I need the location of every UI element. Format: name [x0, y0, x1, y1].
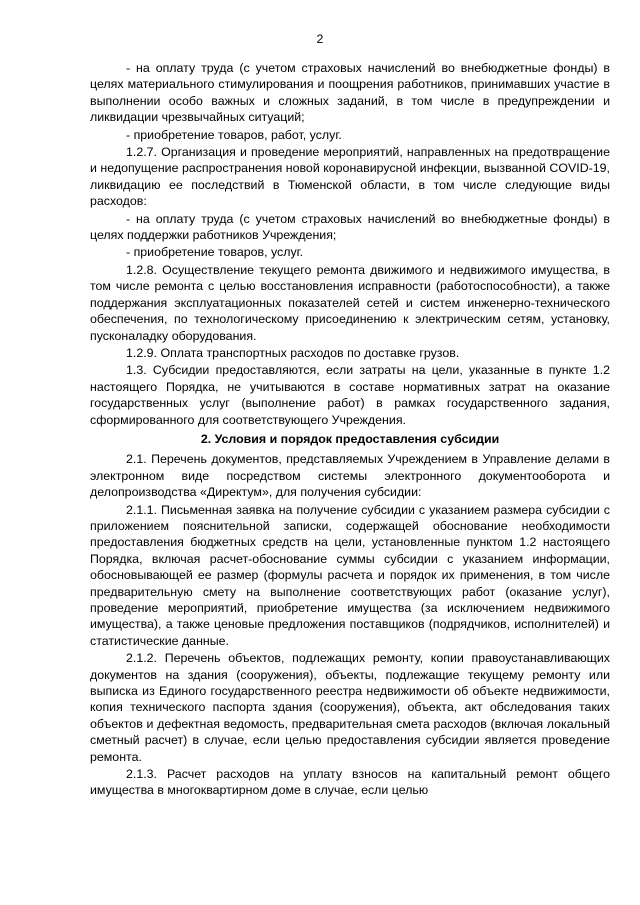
paragraph: 2.1.3. Расчет расходов на уплату взносов на капитальный ремонт общего имущества в многоквартирном доме в случае, если целью	[90, 767, 610, 798]
paragraph: 2.1. Перечень документов, представляемых Учреждением в Управление делами в электронном виде посредством системы электронного документооборота и делопроизводства «Директум», для получения субсидии:	[90, 452, 610, 500]
paragraph: - на оплату труда (с учетом страховых начислений во внебюджетные фонды) в целях поддержки работников Учреждения;	[90, 211, 610, 243]
paragraph: 1.3. Субсидии предоставляются, если затраты на цели, указанные в пункте 1.2 настоящего Порядка, не учитываются в составе нормативных затрат на оказание государственных услуг (выполнение работ) в рамках государственного задания, сформированного для соответствующего Учреждения.	[90, 363, 610, 427]
paragraph: 2.1.2. Перечень объектов, подлежащих ремонту, копии правоустанавливающих документов на здания (сооружения), объекты, подлежащие текущему ремонту или выписка из Единого государственного реестра недвижимости об объекте недвижимости, копия технического паспорта здания (сооружения), объекта, акт обследования таких объектов и дефектная ведомость, предварительная смета расходов (включая локальный сметный расчет) в случае, если целью предоставления субсидии является проведение ремонта.	[90, 651, 610, 764]
section-heading: 2. Условия и порядок предоставления субсидии	[200, 431, 500, 446]
page-number: 2	[316, 32, 324, 46]
paragraph: 1.2.9. Оплата транспортных расходов по доставке грузов.	[126, 345, 460, 360]
paragraph: - приобретение товаров, услуг.	[126, 245, 304, 260]
paragraph: 2.1.1. Письменная заявка на получение субсидии с указанием размера субсидии с приложением пояснительной записки, содержащей обоснование необходимости предоставления бюджетных средств на цели, установленные пунктом 1.2 настоящего Порядка, включая расчет-обоснование суммы субсидии с указанием информации, обосновывающей ее размер (формулы расчета и порядок их применения, в том числе предварительную смету на выполнение соответствующих работ (оказание услуг), проведение мероприятий, приобретение имущества (за исключением недвижимого имущества), а также ценовые предложения поставщиков (подрядчиков, исполнителей) и статистические данные.	[90, 502, 610, 648]
paragraph: - на оплату труда (с учетом страховых начислений во внебюджетные фонды) в целях материального стимулирования и поощрения работников, принимавших участие в выполнении особо важных и сложных заданий, в том числе в предупреждении и ликвидации чрезвычайных ситуаций;	[90, 61, 610, 125]
document-body	[90, 60, 610, 800]
paragraph: 1.2.7. Организация и проведение мероприятий, направленных на предотвращение и недопущение распространения новой коронавирусной инфекции, вызванной COVID-19, ликвидацию ее последствий в Тюменской области, в том числе следующие виды расходов:	[90, 145, 610, 209]
paragraph: 1.2.8. Осуществление текущего ремонта движимого и недвижимого имущества, в том числе ремонта с целью восстановления исправности (работоспособности), а также поддержания эксплуатационных показателей сетей и систем инженерно-технического обеспечения, по технологическому присоединению к электрическим сетям, установку, пусконаладку оборудования.	[90, 262, 610, 343]
paragraph: - приобретение товаров, работ, услуг.	[126, 127, 342, 142]
